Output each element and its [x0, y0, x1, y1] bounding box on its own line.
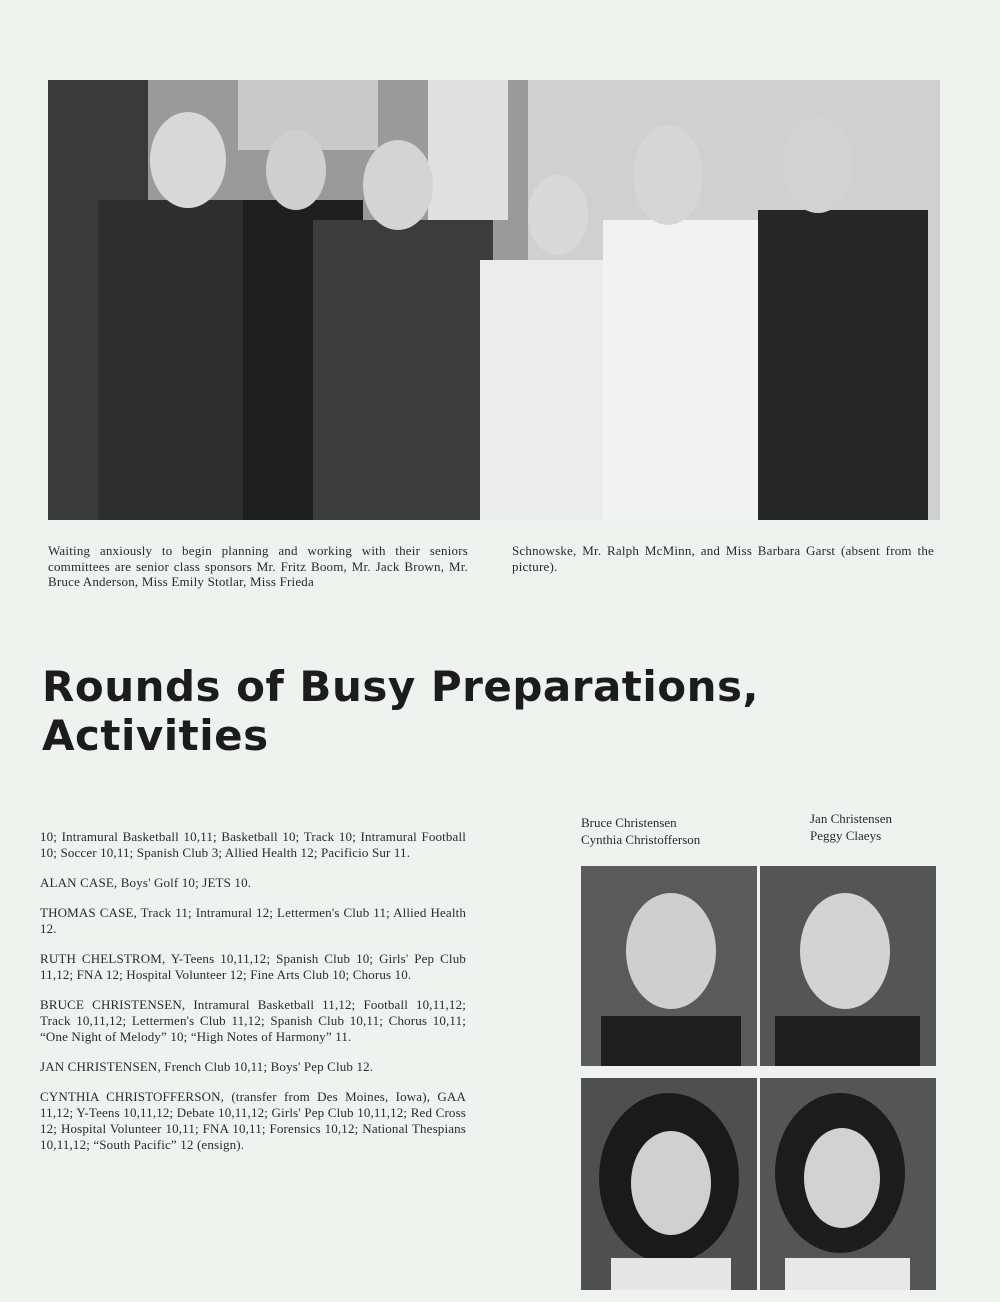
group-photo-sponsors [48, 80, 940, 520]
portrait-photo-jan-christensen [760, 866, 936, 1066]
bio-entry: BRUCE CHRISTENSEN, Intramural Basketball 11,12; Football 10,11,12; Track 10,11,12; Lettermen's Club 11,12; Spanish Club 10,11; Chorus 10,11; “One Night of Melody” 10; “High Notes of Harmony” 11. [40, 997, 466, 1044]
portrait-name: Peggy Claeys [810, 828, 882, 843]
portrait-name: Cynthia Christofferson [581, 832, 701, 847]
portrait-name: Jan Christensen [810, 811, 892, 826]
senior-bios [40, 829, 466, 1167]
section-headline: Rounds of Busy Preparations, Activities [42, 662, 759, 760]
bio-entry: ALAN CASE, Boys' Golf 10; JETS 10. [40, 875, 252, 890]
portrait-names-right [810, 810, 892, 844]
portrait-photo-peggy-claeys [760, 1078, 936, 1290]
photo-caption-right: Schnowske, Mr. Ralph McMinn, and Miss Barbara Garst (absent from the picture). [512, 543, 934, 574]
bio-entry: THOMAS CASE, Track 11; Intramural 12; Lettermen's Club 11; Allied Health 12. [40, 905, 466, 936]
portrait-photo-bruce-christensen [581, 866, 757, 1066]
portrait-photo-cynthia-christofferson [581, 1078, 757, 1290]
portrait-names-left [581, 814, 700, 848]
portrait-name: Bruce Christensen [581, 815, 677, 830]
bio-entry: RUTH CHELSTROM, Y-Teens 10,11,12; Spanish Club 10; Girls' Pep Club 11,12; FNA 12; Hospital Volunteer 12; Fine Arts Club 10; Chorus 10. [40, 951, 466, 982]
bio-entry: 10; Intramural Basketball 10,11; Basketball 10; Track 10; Intramural Football 10; Soccer 10,11; Spanish Club 3; Allied Health 12; Pacificio Sur 11. [40, 829, 466, 860]
photo-caption-left: Waiting anxiously to begin planning and working with their seniors committees are senior class sponsors Mr. Fritz Boom, Mr. Jack Brown, Mr. Bruce Anderson, Miss Emily Stotlar, Miss Frieda [48, 543, 468, 589]
bio-entry: CYNTHIA CHRISTOFFERSON, (transfer from Des Moines, Iowa), GAA 11,12; Y-Teens 10,11,12; Debate 10,11,12; Girls' Pep Club 10,11,12; Red Cross 12; Hospital Volunteer 10,11; FNA 10,11; Forensics 10,12; National Thespians 10,11,12; “South Pacific” 12 (ensign). [40, 1089, 466, 1152]
bio-entry: JAN CHRISTENSEN, French Club 10,11; Boys' Pep Club 12. [40, 1059, 374, 1074]
